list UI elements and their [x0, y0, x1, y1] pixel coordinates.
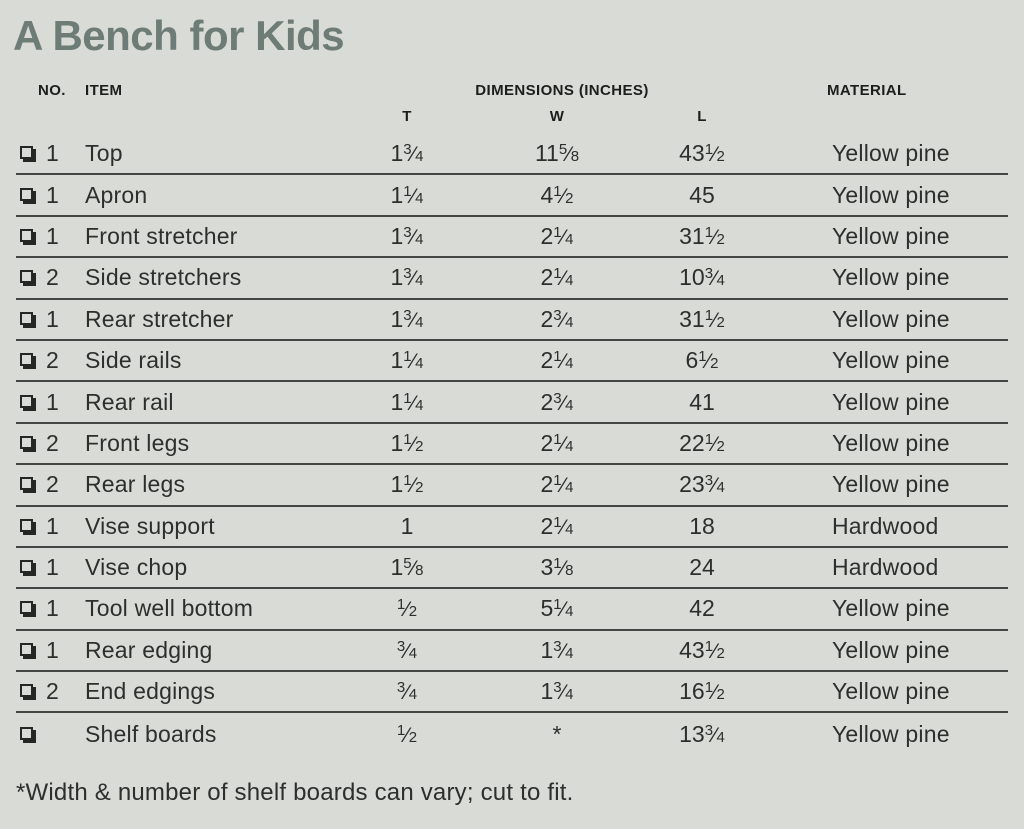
- table-row: [16, 258, 1008, 299]
- dim-t-value: [332, 347, 482, 374]
- dim-w-value: [482, 182, 632, 209]
- fraction-slash: ⁄: [561, 515, 566, 539]
- checkbox-cell: [16, 395, 46, 410]
- dim-w-value: [482, 513, 632, 540]
- item-name: Front stretcher: [85, 222, 238, 249]
- dim-w-value: [482, 554, 632, 581]
- fraction-whole: 43: [679, 140, 705, 167]
- cut-list-table: [16, 78, 1008, 755]
- fraction-slash: ⁄: [411, 143, 416, 167]
- table-row: [16, 424, 1008, 465]
- fraction-numerator: 3: [403, 265, 412, 283]
- dim-w-value: [482, 430, 632, 457]
- fraction-denominator: 8: [415, 562, 424, 580]
- dim-l-value: [632, 140, 772, 167]
- dim-t-value: [332, 389, 482, 416]
- fraction-slash: ⁄: [411, 350, 416, 374]
- dim-w-value: [482, 389, 632, 416]
- fraction-whole: 22: [679, 429, 705, 456]
- fraction-slash: ⁄: [713, 723, 717, 747]
- fraction-numerator: 1: [553, 348, 562, 366]
- fraction-numerator: 3: [704, 472, 714, 490]
- fraction-slash: ⁄: [713, 308, 717, 332]
- fraction-denominator: 4: [408, 644, 418, 662]
- fraction-denominator: 2: [408, 603, 418, 621]
- fraction-numerator: 1: [704, 430, 714, 448]
- fraction-denominator: 4: [565, 313, 574, 331]
- checkbox-icon[interactable]: [20, 353, 33, 366]
- checkbox-cell: [16, 727, 46, 742]
- qty-value: 1: [46, 305, 59, 332]
- fraction-numerator: 1: [704, 223, 714, 241]
- fraction-denominator: 2: [710, 355, 719, 373]
- fraction-slash: ⁄: [411, 474, 416, 498]
- fraction-slash: ⁄: [411, 184, 416, 208]
- fraction-whole: 1: [390, 471, 404, 498]
- fraction-slash: ⁄: [561, 308, 566, 332]
- material-value: Yellow pine: [832, 429, 950, 456]
- fraction-numerator: 3: [403, 306, 412, 324]
- fraction-slash: ⁄: [561, 432, 566, 456]
- fraction-whole: 1: [390, 305, 404, 332]
- fraction-denominator: 2: [716, 313, 725, 331]
- fraction-whole: 10: [679, 264, 705, 291]
- fraction-whole: 4: [540, 181, 554, 208]
- table-row: [16, 507, 1008, 548]
- col-header-material: MATERIAL: [827, 81, 907, 99]
- checkbox-cell: [16, 477, 46, 492]
- checkbox-icon[interactable]: [20, 270, 33, 283]
- material-value: Yellow pine: [832, 222, 950, 249]
- fraction-numerator: 3: [553, 637, 562, 655]
- fraction-whole: 16: [679, 678, 705, 705]
- fraction-numerator: 1: [553, 223, 562, 241]
- fraction-slash: ⁄: [713, 432, 717, 456]
- fraction-slash: ⁄: [561, 598, 566, 622]
- checkbox-icon[interactable]: [20, 727, 33, 740]
- table-row: [16, 465, 1008, 506]
- fraction-numerator: 1: [396, 721, 406, 739]
- checkbox-cell: [16, 146, 46, 161]
- table-row: [16, 175, 1008, 216]
- qty-value: 1: [46, 636, 59, 663]
- fraction-slash: ⁄: [713, 639, 717, 663]
- checkbox-icon[interactable]: [20, 312, 33, 325]
- checkbox-cell: [16, 353, 46, 368]
- dim-t-value: [332, 637, 482, 664]
- fraction-whole: 5: [540, 595, 554, 622]
- checkbox-cell: [16, 312, 46, 327]
- dim-w-value: [482, 347, 632, 374]
- fraction-denominator: 4: [565, 355, 574, 373]
- checkbox-cell: [16, 519, 46, 534]
- fraction-whole: 2: [540, 305, 554, 332]
- fraction-whole: 2: [540, 347, 554, 374]
- fraction-denominator: 2: [565, 189, 574, 207]
- fraction-whole: 11: [534, 140, 559, 167]
- dim-w-value: *: [552, 720, 562, 747]
- fraction-denominator: 4: [415, 189, 424, 207]
- fraction-denominator: 4: [565, 686, 574, 704]
- fraction-slash: ⁄: [561, 225, 566, 249]
- item-name: Rear edging: [85, 636, 213, 663]
- fraction-slash: ⁄: [561, 474, 566, 498]
- fraction-denominator: 4: [565, 437, 574, 455]
- fraction-numerator: 1: [704, 679, 714, 697]
- checkbox-icon[interactable]: [20, 229, 33, 242]
- checkbox-icon[interactable]: [20, 560, 33, 573]
- dim-l-value: [632, 306, 772, 333]
- fraction-slash: ⁄: [411, 391, 416, 415]
- fraction-slash: ⁄: [713, 681, 717, 705]
- fraction-numerator: 1: [553, 555, 562, 573]
- checkbox-icon[interactable]: [20, 477, 33, 490]
- fraction-whole: 1: [390, 347, 404, 374]
- fraction-whole: 1: [390, 388, 404, 415]
- fraction-whole: 1: [390, 222, 404, 249]
- fraction-slash: ⁄: [713, 143, 717, 167]
- table-row: [16, 631, 1008, 672]
- checkbox-icon[interactable]: [20, 643, 33, 656]
- fraction-whole: 2: [540, 429, 554, 456]
- fraction-denominator: 2: [716, 644, 725, 662]
- dim-w-value: [482, 140, 632, 167]
- material-value: Hardwood: [832, 554, 939, 581]
- qty-value: 2: [46, 678, 59, 705]
- fraction-whole: 23: [679, 471, 705, 498]
- fraction-numerator: 3: [396, 679, 406, 697]
- dim-t-value: [332, 721, 482, 748]
- col-header-dimensions: DIMENSIONS (INCHES): [475, 81, 649, 99]
- dim-l-value: [632, 471, 772, 498]
- fraction-numerator: 1: [553, 513, 562, 531]
- checkbox-cell: [16, 684, 46, 699]
- fraction-denominator: 4: [415, 355, 424, 373]
- checkbox-icon[interactable]: [20, 188, 33, 201]
- dim-t-value: [332, 306, 482, 333]
- checkbox-cell: [16, 601, 46, 616]
- fraction-numerator: 3: [403, 223, 412, 241]
- checkbox-icon[interactable]: [20, 146, 33, 159]
- dim-w-value: [482, 637, 632, 664]
- qty-value: 1: [46, 222, 59, 249]
- fraction-numerator: 1: [553, 472, 562, 490]
- item-name: Rear stretcher: [85, 305, 234, 332]
- checkbox-cell: [16, 436, 46, 451]
- qty-value: 2: [46, 347, 59, 374]
- dim-l-value: 24: [689, 554, 715, 581]
- fraction-whole: 6: [685, 347, 699, 374]
- dim-t-value: [332, 182, 482, 209]
- fraction-slash: ⁄: [411, 225, 416, 249]
- fraction-denominator: 4: [408, 686, 418, 704]
- item-name: Top: [85, 140, 123, 167]
- checkbox-cell: [16, 188, 46, 203]
- dim-t-value: [332, 471, 482, 498]
- checkbox-icon[interactable]: [20, 601, 33, 614]
- dim-l-value: [632, 347, 772, 374]
- fraction-whole: 1: [540, 678, 554, 705]
- page-title: A Bench for Kids: [13, 12, 345, 59]
- fraction-slash: ⁄: [561, 557, 566, 581]
- material-value: Yellow pine: [832, 388, 950, 415]
- fraction-whole: 31: [679, 305, 705, 332]
- material-value: Yellow pine: [832, 595, 950, 622]
- item-name: Front legs: [85, 429, 190, 456]
- item-name: Apron: [85, 181, 148, 208]
- fraction-denominator: 4: [415, 313, 424, 331]
- dim-w-value: [482, 264, 632, 291]
- col-header-t: T: [402, 107, 412, 125]
- fraction-denominator: 4: [415, 272, 424, 290]
- fraction-whole: 1: [390, 140, 404, 167]
- fraction-numerator: 1: [403, 389, 412, 407]
- checkbox-cell: [16, 270, 46, 285]
- fraction-slash: ⁄: [411, 432, 416, 456]
- fraction-whole: 31: [679, 222, 705, 249]
- qty-value: 1: [46, 140, 59, 167]
- item-name: Side rails: [85, 347, 182, 374]
- fraction-slash: ⁄: [713, 474, 717, 498]
- fraction-numerator: 5: [403, 555, 412, 573]
- fraction-whole: 1: [390, 181, 404, 208]
- fraction-numerator: 1: [403, 430, 412, 448]
- fraction-denominator: 2: [408, 728, 418, 746]
- fraction-denominator: 4: [565, 479, 574, 497]
- fraction-slash: ⁄: [706, 350, 711, 374]
- fraction-whole: 2: [540, 222, 554, 249]
- material-value: Hardwood: [832, 512, 939, 539]
- item-name: Tool well bottom: [85, 595, 254, 622]
- item-name: Vise chop: [85, 554, 188, 581]
- fraction-numerator: 3: [553, 389, 562, 407]
- fraction-numerator: 5: [558, 141, 568, 159]
- checkbox-icon[interactable]: [20, 436, 33, 449]
- fraction-numerator: 1: [403, 182, 412, 200]
- dim-t-value: [332, 678, 482, 705]
- dim-w-value: [482, 306, 632, 333]
- table-row: [16, 300, 1008, 341]
- fraction-denominator: 4: [716, 272, 725, 290]
- table-row: [16, 382, 1008, 423]
- item-name: Vise support: [85, 512, 215, 539]
- dim-l-value: [632, 264, 772, 291]
- table-row: [16, 548, 1008, 589]
- fraction-denominator: 4: [565, 396, 574, 414]
- dim-w-value: [482, 678, 632, 705]
- material-value: Yellow pine: [832, 636, 950, 663]
- fraction-numerator: 1: [396, 596, 406, 614]
- dim-l-value: 41: [689, 388, 715, 415]
- qty-value: 2: [46, 264, 59, 291]
- fraction-whole: 2: [540, 471, 554, 498]
- fraction-denominator: 4: [565, 272, 574, 290]
- checkbox-cell: [16, 560, 46, 575]
- qty-value: 1: [46, 388, 59, 415]
- fraction-slash: ⁄: [713, 225, 717, 249]
- fraction-denominator: 2: [415, 479, 424, 497]
- fraction-denominator: 8: [565, 562, 574, 580]
- fraction-slash: ⁄: [405, 681, 409, 705]
- col-header-no: NO.: [38, 81, 66, 99]
- dim-t-value: [332, 223, 482, 250]
- fraction-denominator: 8: [570, 148, 580, 166]
- fraction-denominator: 2: [716, 230, 725, 248]
- table-header-row: [16, 78, 1008, 102]
- fraction-numerator: 3: [553, 679, 562, 697]
- fraction-denominator: 4: [565, 644, 574, 662]
- material-value: Yellow pine: [832, 181, 950, 208]
- fraction-numerator: 3: [403, 141, 412, 159]
- fraction-denominator: 4: [565, 230, 574, 248]
- fraction-slash: ⁄: [405, 723, 409, 747]
- fraction-numerator: 1: [403, 472, 412, 490]
- fraction-slash: ⁄: [411, 557, 416, 581]
- fraction-numerator: 1: [704, 637, 714, 655]
- fraction-denominator: 4: [716, 479, 725, 497]
- fraction-denominator: 2: [716, 437, 725, 455]
- fraction-numerator: 3: [704, 721, 714, 739]
- material-value: Yellow pine: [832, 471, 950, 498]
- fraction-slash: ⁄: [561, 350, 566, 374]
- fraction-slash: ⁄: [405, 639, 409, 663]
- fraction-whole: 43: [679, 636, 705, 663]
- dim-t-value: [332, 554, 482, 581]
- dim-w-value: [482, 595, 632, 622]
- fraction-whole: 1: [390, 554, 404, 581]
- fraction-whole: 2: [540, 388, 554, 415]
- fraction-numerator: 1: [553, 430, 562, 448]
- fraction-denominator: 4: [415, 396, 424, 414]
- fraction-denominator: 2: [716, 686, 725, 704]
- fraction-whole: 13: [679, 720, 705, 747]
- dim-t-value: [332, 264, 482, 291]
- material-value: Yellow pine: [832, 720, 950, 747]
- item-name: Side stretchers: [85, 264, 242, 291]
- footnote: *Width & number of shelf boards can vary; cut to fit.: [16, 779, 574, 806]
- col-header-item: ITEM: [85, 81, 123, 99]
- fraction-numerator: 1: [553, 596, 562, 614]
- item-name: Rear rail: [85, 388, 174, 415]
- table-row: [16, 134, 1008, 175]
- col-header-w: W: [549, 107, 565, 125]
- fraction-slash: ⁄: [405, 598, 409, 622]
- fraction-denominator: 4: [716, 728, 725, 746]
- checkbox-icon[interactable]: [20, 395, 33, 408]
- fraction-numerator: 1: [553, 265, 562, 283]
- fraction-whole: 3: [540, 554, 554, 581]
- col-header-l: L: [697, 107, 707, 125]
- fraction-numerator: 3: [704, 265, 714, 283]
- fraction-slash: ⁄: [713, 267, 717, 291]
- item-name: Shelf boards: [85, 720, 217, 747]
- table-row: [16, 713, 1008, 754]
- qty-value: 1: [46, 595, 59, 622]
- fraction-numerator: 1: [698, 348, 707, 366]
- qty-value: 2: [46, 429, 59, 456]
- fraction-slash: ⁄: [411, 267, 416, 291]
- qty-value: 1: [46, 512, 59, 539]
- dim-w-value: [482, 223, 632, 250]
- fraction-denominator: 4: [565, 603, 574, 621]
- fraction-slash: ⁄: [567, 143, 571, 167]
- fraction-numerator: 1: [553, 182, 562, 200]
- fraction-whole: 1: [390, 264, 404, 291]
- qty-value: 2: [46, 471, 59, 498]
- table-row: [16, 217, 1008, 258]
- table-body: [16, 134, 1008, 755]
- fraction-whole: 2: [540, 512, 554, 539]
- fraction-numerator: 3: [553, 306, 562, 324]
- dim-l-value: 42: [689, 595, 715, 622]
- table-row: [16, 341, 1008, 382]
- table-row: [16, 589, 1008, 630]
- dim-l-value: [632, 223, 772, 250]
- qty-value: 1: [46, 181, 59, 208]
- fraction-numerator: 1: [704, 306, 714, 324]
- table-subheader-row: [16, 102, 1008, 130]
- checkbox-icon[interactable]: [20, 519, 33, 532]
- dim-w-value: [482, 471, 632, 498]
- material-value: Yellow pine: [832, 678, 950, 705]
- checkbox-cell: [16, 229, 46, 244]
- fraction-denominator: 2: [415, 437, 424, 455]
- dim-l-value: [632, 430, 772, 457]
- material-value: Yellow pine: [832, 264, 950, 291]
- table-row: [16, 672, 1008, 713]
- fraction-whole: 2: [540, 264, 554, 291]
- material-value: Yellow pine: [832, 140, 950, 167]
- fraction-slash: ⁄: [561, 184, 566, 208]
- fraction-whole: 1: [390, 429, 404, 456]
- material-value: Yellow pine: [832, 305, 950, 332]
- dim-t-value: [332, 430, 482, 457]
- fraction-slash: ⁄: [561, 391, 566, 415]
- fraction-numerator: 1: [704, 141, 714, 159]
- qty-value: 1: [46, 554, 59, 581]
- fraction-slash: ⁄: [561, 681, 566, 705]
- fraction-slash: ⁄: [561, 639, 566, 663]
- item-name: End edgings: [85, 678, 216, 705]
- fraction-denominator: 2: [716, 148, 725, 166]
- material-value: Yellow pine: [832, 347, 950, 374]
- fraction-slash: ⁄: [411, 308, 416, 332]
- fraction-whole: 1: [540, 636, 554, 663]
- dim-t-value: [332, 140, 482, 167]
- fraction-denominator: 4: [565, 520, 574, 538]
- fraction-denominator: 4: [415, 230, 424, 248]
- fraction-slash: ⁄: [561, 267, 566, 291]
- dim-l-value: [632, 678, 772, 705]
- dim-t-value: [332, 595, 482, 622]
- fraction-numerator: 1: [403, 348, 412, 366]
- dim-t-value: 1: [400, 512, 414, 539]
- dim-l-value: 45: [689, 181, 715, 208]
- item-name: Rear legs: [85, 471, 186, 498]
- dim-l-value: 18: [689, 512, 715, 539]
- checkbox-icon[interactable]: [20, 684, 33, 697]
- dim-l-value: [632, 721, 772, 748]
- dim-l-value: [632, 637, 772, 664]
- fraction-denominator: 4: [415, 148, 424, 166]
- fraction-numerator: 3: [396, 637, 406, 655]
- checkbox-cell: [16, 643, 46, 658]
